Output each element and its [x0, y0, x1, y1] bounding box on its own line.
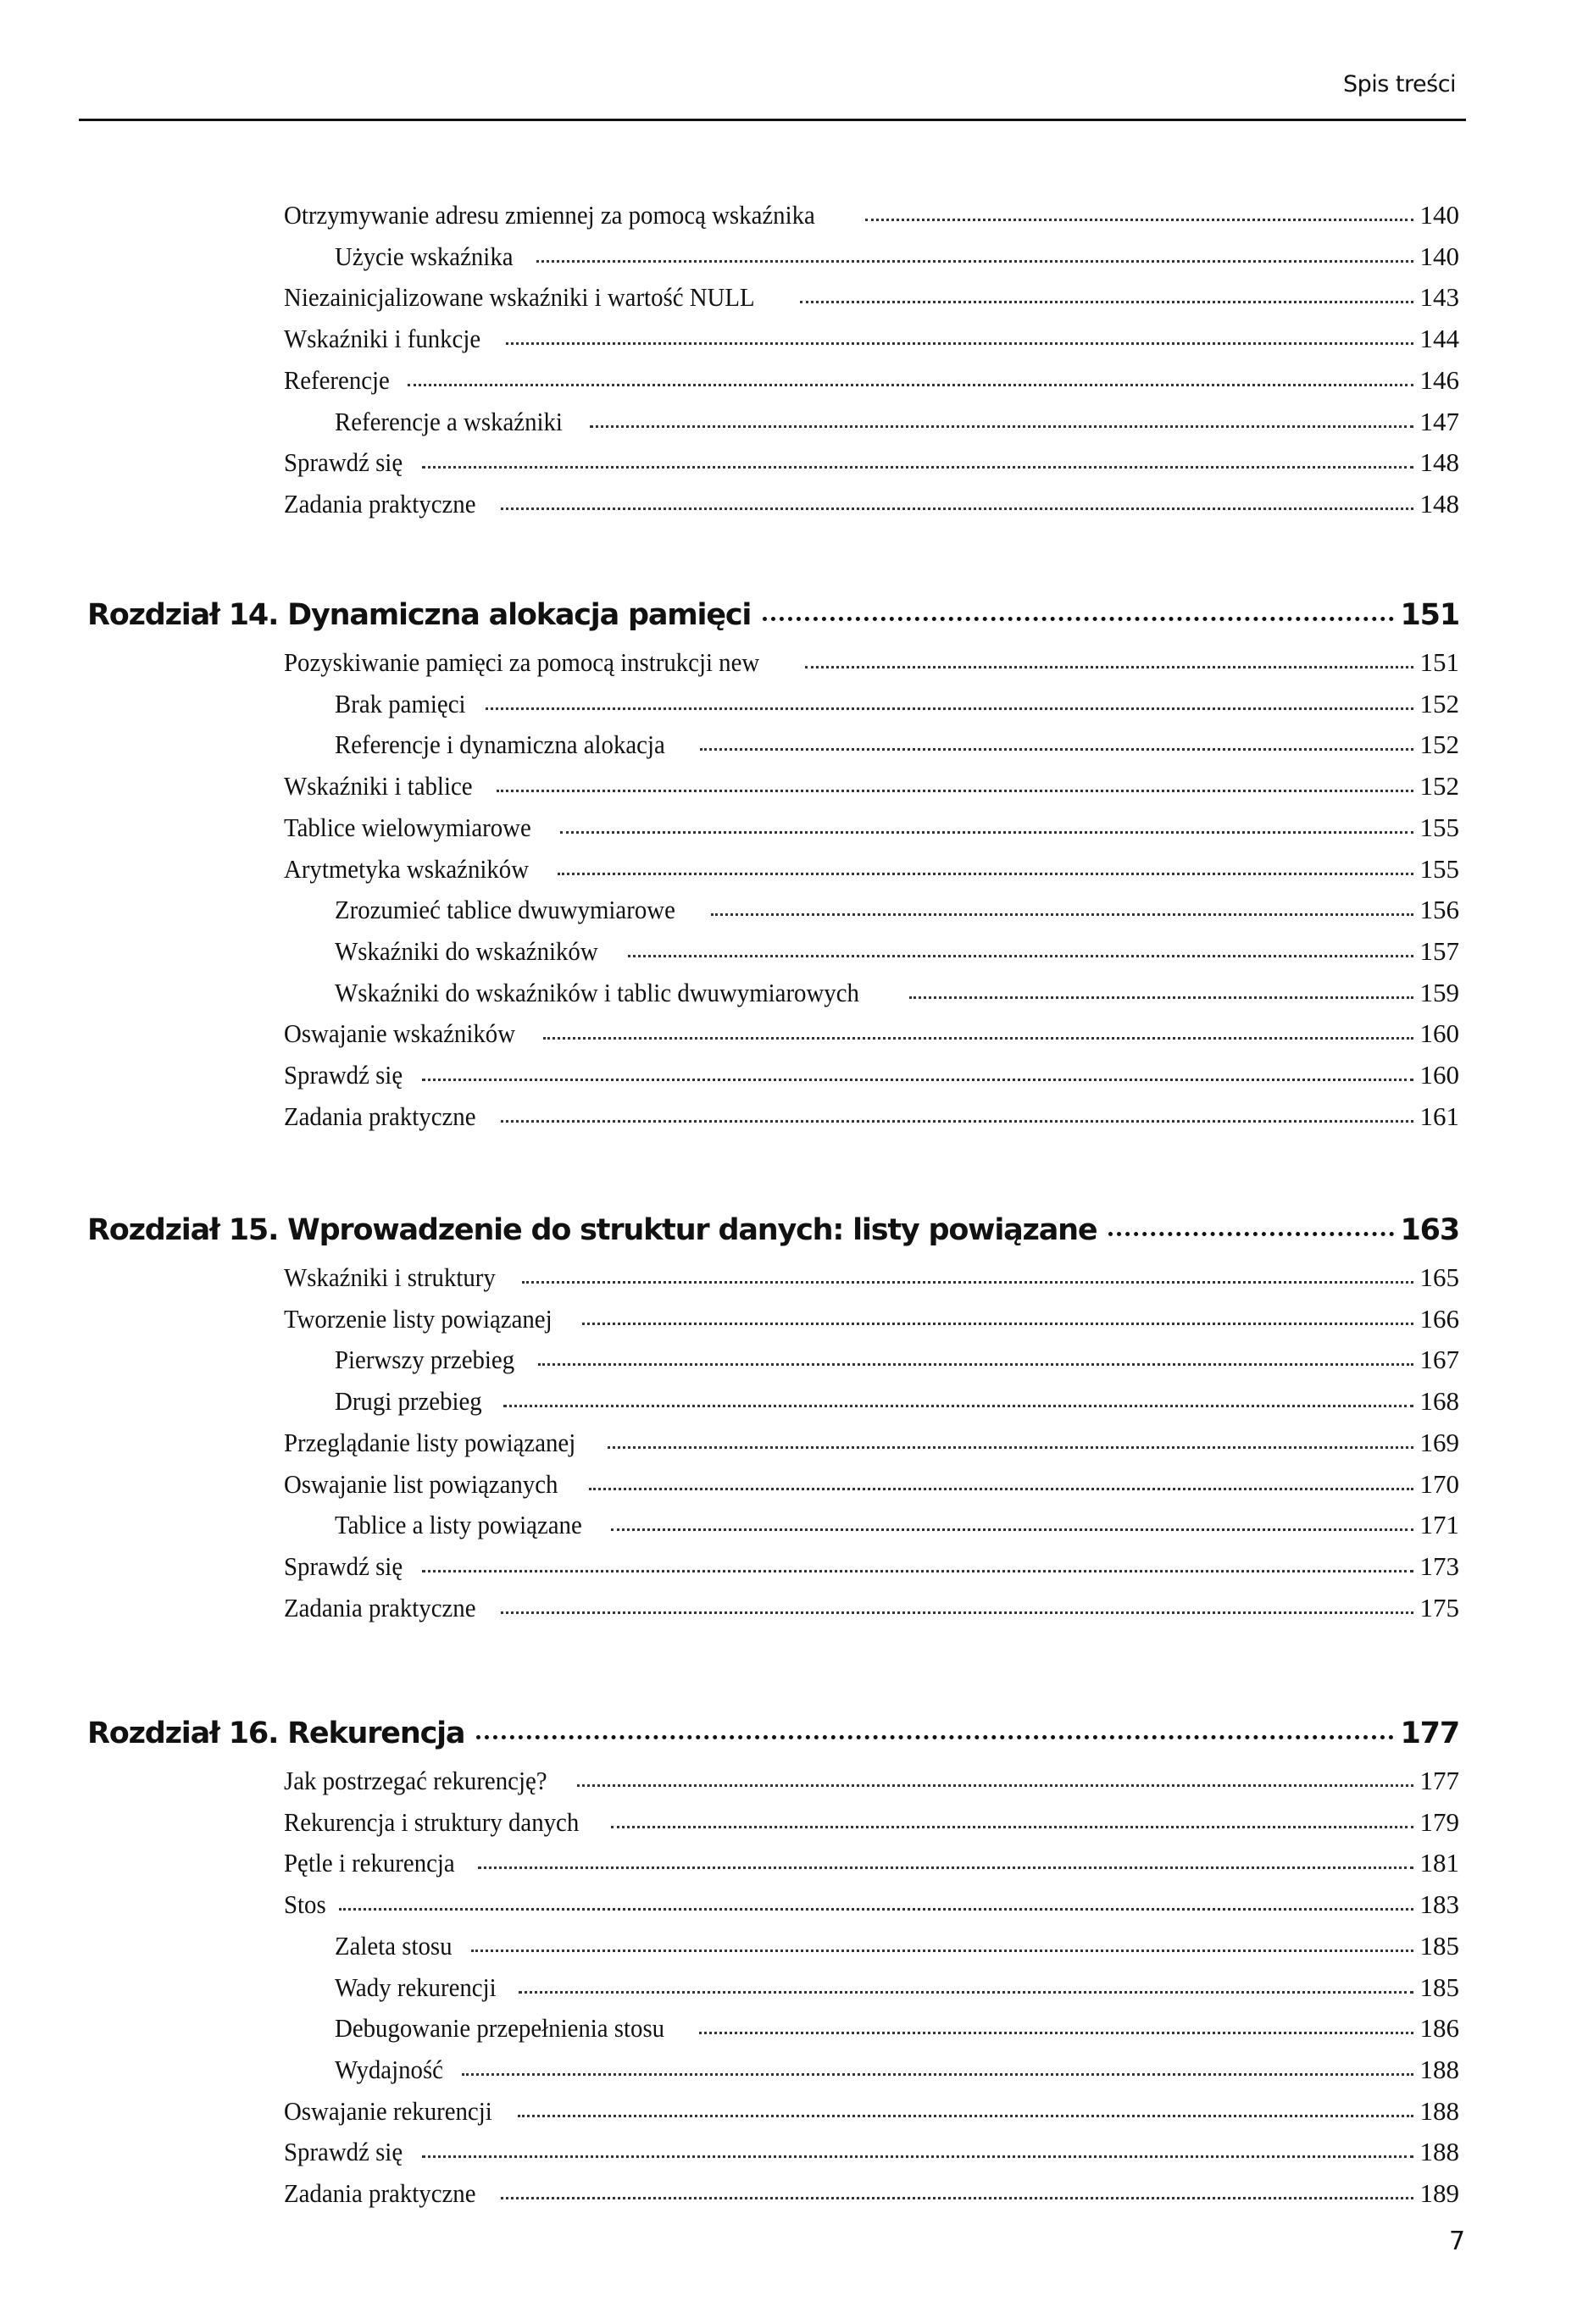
toc-entry-page: 147	[1419, 406, 1459, 436]
page-number: 7	[1449, 2227, 1466, 2256]
dot-leader	[501, 1119, 1413, 1123]
toc-entry-title: Zadania praktyczne	[284, 2178, 476, 2208]
dot-leader	[501, 2196, 1413, 2199]
toc-entry-title: Zrozumieć tablice dwuwymiarowe	[335, 895, 675, 925]
dot-leader	[478, 1866, 1413, 1869]
toc-entry[interactable]	[335, 1345, 1459, 1382]
dot-leader	[501, 1611, 1413, 1614]
toc-entry-title: Tablice wielowymiarowe	[284, 812, 531, 842]
dot-leader	[558, 872, 1413, 875]
toc-entry-page: 179	[1419, 1806, 1459, 1837]
toc-entry[interactable]	[284, 282, 1459, 319]
toc-entry-title: Sprawdź się	[284, 1550, 403, 1581]
toc-entry-page: 160	[1419, 1018, 1459, 1049]
dot-leader	[711, 912, 1413, 916]
dot-leader	[501, 507, 1413, 510]
dot-leader	[577, 1783, 1413, 1787]
dot-leader	[422, 465, 1413, 469]
toc-entry-page: 151	[1419, 647, 1459, 677]
toc-entry-page: 148	[1419, 488, 1459, 519]
toc-entry-page: 152	[1419, 729, 1459, 760]
toc-entry[interactable]	[284, 647, 1459, 685]
toc-entry-title: Niezainicjalizowane wskaźniki i wartość NULL	[284, 282, 755, 313]
dot-leader	[486, 707, 1413, 710]
toc-entry-page: 160	[1419, 1060, 1459, 1090]
toc-entry-title: Zadania praktyczne	[284, 488, 476, 519]
toc-entry-page: 173	[1419, 1550, 1459, 1581]
toc-entry[interactable]	[284, 1807, 1459, 1844]
dot-leader	[538, 1362, 1413, 1366]
toc-entry-page: 152	[1419, 688, 1459, 718]
dot-leader	[700, 747, 1413, 751]
toc-entry-title: Tworzenie listy powiązanej	[284, 1303, 553, 1334]
toc-entry[interactable]	[335, 936, 1459, 973]
dot-leader	[628, 954, 1413, 957]
toc-entry[interactable]	[335, 2013, 1459, 2050]
toc-entry-title: Pierwszy przebieg	[335, 1345, 515, 1375]
dot-leader	[522, 1280, 1413, 1284]
toc-entry-title: Wskaźniki i struktury	[284, 1262, 496, 1292]
toc-entry[interactable]	[335, 1386, 1459, 1423]
toc-entry-title: Stos	[284, 1889, 326, 1920]
toc-entry-page: 148	[1419, 447, 1459, 478]
toc-entry-title: Wskaźniki do wskaźników i tablic dwuwymiarowych	[335, 977, 859, 1007]
toc-entry-title: Debugowanie przepełnienia stosu	[335, 2013, 665, 2044]
toc-entry[interactable]	[284, 2178, 1459, 2216]
toc-entry[interactable]	[284, 365, 1459, 402]
dot-leader	[800, 300, 1413, 303]
dot-leader	[560, 830, 1413, 834]
toc-entry-page: 157	[1419, 935, 1459, 966]
toc-entry[interactable]	[284, 1060, 1459, 1097]
toc-entry-page: 155	[1419, 853, 1459, 884]
toc-entry[interactable]	[284, 447, 1459, 485]
toc-entry[interactable]	[335, 241, 1459, 279]
dot-leader	[865, 218, 1413, 221]
toc-entry[interactable]	[284, 1262, 1459, 1300]
dot-leader	[422, 2155, 1413, 2158]
toc-entry[interactable]	[335, 729, 1459, 767]
toc-entry-page: 156	[1419, 895, 1459, 925]
dot-leader	[339, 1907, 1413, 1911]
toc-entry-title: Referencje a wskaźniki	[335, 406, 563, 436]
dot-leader	[408, 383, 1413, 386]
toc-entry-title: Zadania praktyczne	[284, 1592, 476, 1622]
toc-entry[interactable]	[284, 1469, 1459, 1506]
toc-entry-page: 186	[1419, 2013, 1459, 2044]
dot-leader	[506, 341, 1413, 345]
toc-entry[interactable]	[335, 1972, 1459, 2010]
toc-entry[interactable]	[335, 689, 1459, 726]
toc-entry[interactable]	[284, 489, 1459, 526]
toc-entry-page: 175	[1419, 1592, 1459, 1622]
dot-leader	[471, 1949, 1413, 1952]
toc-entry-title: Jak postrzegać rekurencję?	[284, 1766, 547, 1795]
toc-entry[interactable]	[284, 1848, 1459, 1885]
toc-entry-title: Użycie wskaźnika	[335, 241, 514, 271]
toc-entry-title: Referencje	[284, 364, 390, 395]
toc-entry[interactable]	[335, 1510, 1459, 1547]
toc-entry-title: Tablice a listy powiązane	[335, 1510, 582, 1540]
toc-entry-title: Otrzymywanie adresu zmiennej za pomocą wskaźnika	[284, 200, 815, 230]
toc-entry[interactable]	[284, 2096, 1459, 2133]
chapter-page: 151	[1400, 598, 1459, 632]
toc-entry[interactable]	[284, 813, 1459, 850]
toc-entry[interactable]	[284, 1551, 1459, 1589]
chapter-heading[interactable]	[87, 1717, 1459, 1761]
dot-leader	[608, 1445, 1413, 1449]
toc-entry-page: 188	[1419, 2137, 1459, 2167]
toc-entry-page: 169	[1419, 1427, 1459, 1457]
chapter-title: Rozdział 14. Dynamiczna alokacja pamięci	[87, 598, 752, 632]
toc-entry-page: 188	[1419, 2095, 1459, 2126]
dot-leader	[519, 1990, 1413, 1994]
toc-entry-page: 177	[1419, 1766, 1459, 1795]
toc-entry-title: Oswajanie rekurencji	[284, 2095, 492, 2126]
toc-entry-page: 168	[1419, 1386, 1459, 1417]
chapter-page: 177	[1400, 1717, 1459, 1750]
dot-leader	[763, 616, 1393, 621]
dot-leader	[503, 1404, 1413, 1407]
toc-entry-title: Sprawdź się	[284, 1060, 403, 1090]
toc-entry-title: Wskaźniki do wskaźników	[335, 935, 598, 966]
toc-entry[interactable]	[284, 2137, 1459, 2174]
toc-entry[interactable]	[284, 1304, 1459, 1341]
toc-entry-page: 185	[1419, 1930, 1459, 1961]
dot-leader	[611, 1528, 1413, 1531]
toc-entry[interactable]	[284, 771, 1459, 808]
toc-entry-page: 140	[1419, 241, 1459, 271]
toc-entry-title: Pętle i rekurencja	[284, 1848, 455, 1878]
dot-leader	[699, 2031, 1413, 2034]
toc-entry-page: 165	[1419, 1262, 1459, 1292]
toc-entry-title: Wskaźniki i funkcje	[284, 324, 481, 354]
toc-entry-page: 189	[1419, 2178, 1459, 2208]
toc-entry-page: 144	[1419, 324, 1459, 354]
toc-entry-title: Zaleta stosu	[335, 1930, 453, 1961]
toc-entry[interactable]	[335, 895, 1459, 932]
toc-entry[interactable]	[284, 324, 1459, 361]
toc-entry-title: Brak pamięci	[335, 688, 466, 718]
toc-entry-page: 152	[1419, 771, 1459, 801]
toc-entry-title: Oswajanie wskaźników	[284, 1018, 516, 1049]
dot-leader	[518, 2114, 1413, 2117]
toc-entry-page: 171	[1419, 1510, 1459, 1540]
dot-leader	[611, 1825, 1413, 1828]
running-head: Spis treści	[1343, 71, 1457, 97]
toc-entry-page: 170	[1419, 1468, 1459, 1499]
toc-entry-title: Wydajność	[335, 2054, 443, 2084]
chapter-page: 163	[1400, 1213, 1459, 1247]
dot-leader	[909, 996, 1414, 999]
toc-entry-title: Wskaźniki i tablice	[284, 771, 473, 801]
toc-entry[interactable]	[284, 1766, 1459, 1803]
dot-leader	[582, 1322, 1413, 1325]
chapter-title: Rozdział 15. Wprowadzenie do struktur danych: listy powiązane	[87, 1213, 1097, 1247]
dot-leader	[497, 789, 1413, 792]
toc-entry-page: 188	[1419, 2054, 1459, 2084]
dot-leader	[536, 259, 1413, 263]
chapter-heading[interactable]	[87, 598, 1459, 642]
toc-entry-page: 146	[1419, 364, 1459, 395]
toc-entry-page: 166	[1419, 1303, 1459, 1334]
toc-entry-page: 159	[1419, 977, 1459, 1007]
toc-entry[interactable]	[335, 2055, 1459, 2092]
toc-entry-page: 185	[1419, 1972, 1459, 2002]
toc-entry-title: Zadania praktyczne	[284, 1101, 476, 1131]
dot-leader	[462, 2072, 1413, 2076]
toc-entry-page: 167	[1419, 1345, 1459, 1375]
toc-entry[interactable]	[335, 978, 1459, 1015]
toc-entry-title: Sprawdź się	[284, 2137, 403, 2167]
toc-entry-title: Drugi przebieg	[335, 1386, 482, 1417]
dot-leader	[589, 1487, 1413, 1490]
dot-leader	[805, 665, 1413, 668]
toc-entry-title: Rekurencja i struktury danych	[284, 1806, 580, 1837]
toc-entry[interactable]	[284, 854, 1459, 891]
toc-entry-page: 140	[1419, 200, 1459, 230]
toc-entry-page: 161	[1419, 1101, 1459, 1131]
toc-entry-title: Arytmetyka wskaźników	[284, 853, 530, 884]
toc-entry-title: Pozyskiwanie pamięci za pomocą instrukcji new	[284, 647, 760, 677]
toc-entry-page: 181	[1419, 1848, 1459, 1878]
toc-entry[interactable]	[284, 1101, 1459, 1139]
dot-leader	[422, 1569, 1413, 1572]
toc-entry[interactable]	[335, 1931, 1459, 1968]
dot-leader	[1108, 1231, 1393, 1236]
toc-entry[interactable]	[284, 1889, 1459, 1927]
dot-leader	[476, 1734, 1393, 1739]
dot-leader	[543, 1036, 1413, 1040]
toc-entry[interactable]	[335, 407, 1459, 444]
toc-entry-title: Sprawdź się	[284, 447, 403, 478]
chapter-heading[interactable]	[87, 1213, 1459, 1257]
toc-entry-page: 155	[1419, 812, 1459, 842]
toc-entry-title: Referencje i dynamiczna alokacja	[335, 729, 665, 760]
toc-entry[interactable]	[284, 1018, 1459, 1056]
chapter-title: Rozdział 16. Rekurencja	[87, 1717, 465, 1750]
dot-leader	[590, 424, 1413, 428]
toc-entry-page: 183	[1419, 1889, 1459, 1920]
toc-entry-title: Wady rekurencji	[335, 1972, 497, 2002]
header-rule	[79, 119, 1466, 121]
toc-entry-page: 143	[1419, 282, 1459, 313]
toc-entry[interactable]	[284, 1428, 1459, 1465]
toc-entry[interactable]	[284, 200, 1459, 237]
dot-leader	[422, 1078, 1413, 1081]
toc-entry[interactable]	[284, 1593, 1459, 1630]
toc-entry-title: Oswajanie list powiązanych	[284, 1468, 558, 1499]
toc-entry-title: Przeglądanie listy powiązanej	[284, 1427, 576, 1457]
